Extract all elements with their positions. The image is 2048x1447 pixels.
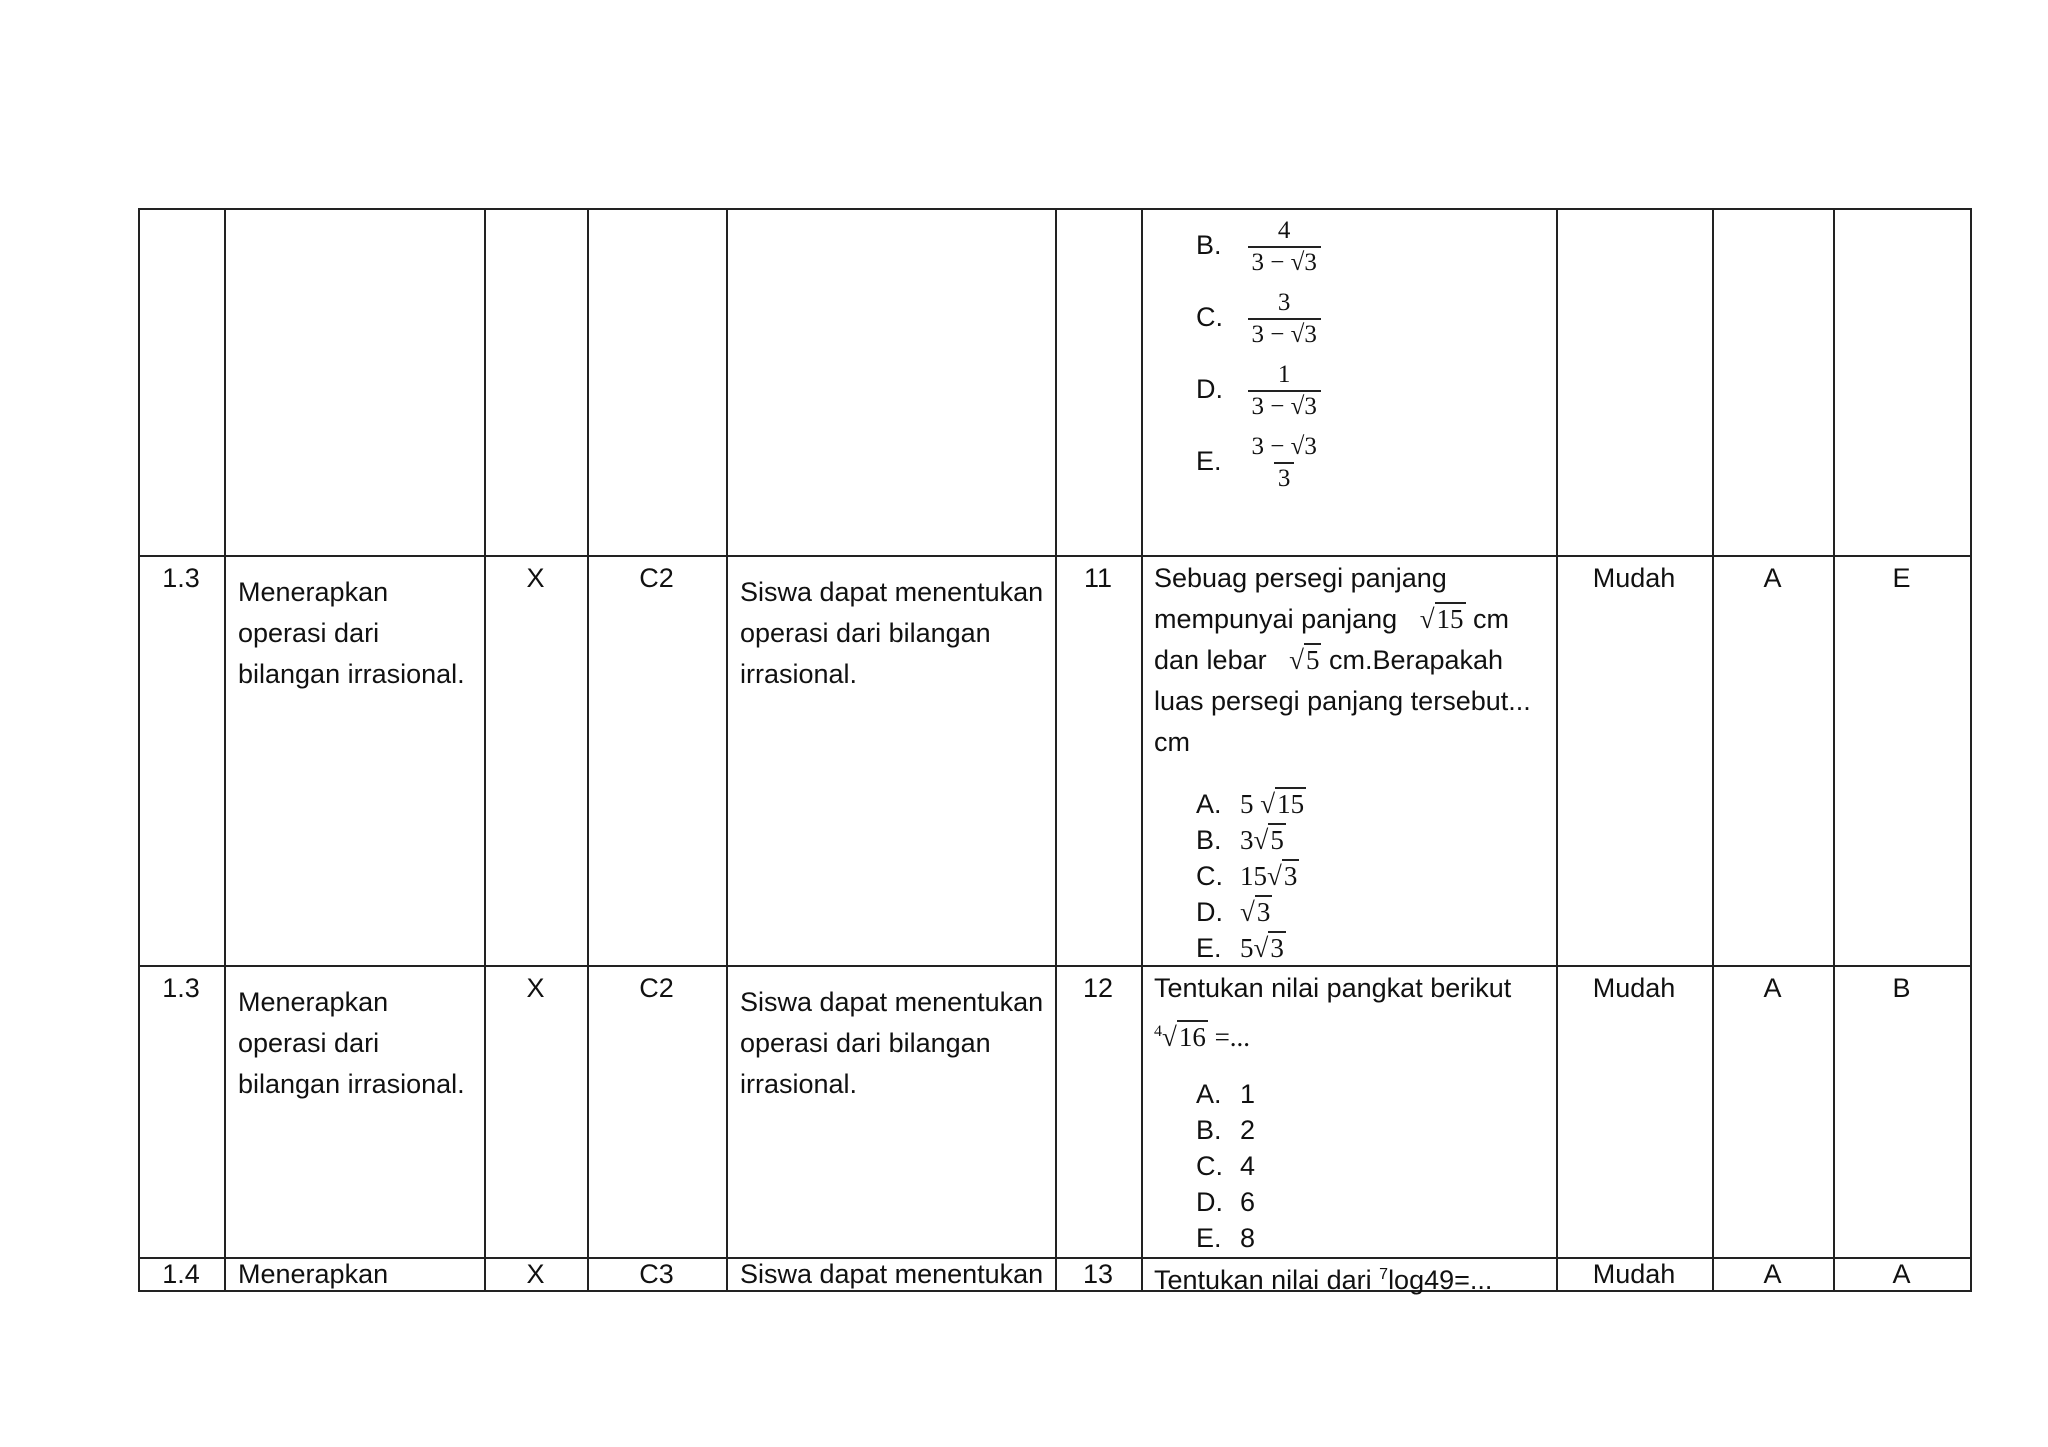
answer-option: D. √3 xyxy=(1196,897,1271,927)
difficulty: Mudah xyxy=(1592,1259,1676,1289)
column-divider xyxy=(138,208,140,1292)
answer-option: E. 5√3 xyxy=(1196,933,1284,963)
cognitive-level: C2 xyxy=(639,973,674,1003)
answer-option: A. 5 √15 xyxy=(1196,789,1305,819)
answer-option: D. $\frac{1}{3 - √3}$ xyxy=(1196,360,1321,422)
indicator-text: Menerapkan operasi dari bilangan irrasional. xyxy=(238,987,465,1099)
column-divider xyxy=(484,208,486,1292)
column-divider xyxy=(1556,208,1558,1292)
fraction: $\frac{1}{3 - √3}$ xyxy=(1248,360,1321,422)
answer-option: C. 4 xyxy=(1196,1151,1256,1181)
question-number: 13 xyxy=(1082,1259,1114,1289)
answer-option: B. 3√5 xyxy=(1196,825,1284,855)
kd-number: 1.3 xyxy=(162,973,200,1003)
table-border xyxy=(1970,208,1972,1292)
question-type: A xyxy=(1763,973,1782,1003)
answer-option: A. 1 xyxy=(1196,1079,1256,1109)
question-number: 12 xyxy=(1082,973,1114,1003)
answer-option: E. $\frac{3 - √3}{3}$ xyxy=(1196,432,1321,494)
column-divider xyxy=(726,208,728,1292)
objective-text: Siswa dapat menentukan xyxy=(740,1259,1044,1289)
kelas: X xyxy=(526,1259,545,1289)
answer-key: B xyxy=(1892,973,1911,1003)
kelas: X xyxy=(526,973,545,1003)
column-divider xyxy=(1712,208,1714,1292)
column-divider xyxy=(1833,208,1835,1292)
question-type: A xyxy=(1763,1259,1782,1289)
kelas: X xyxy=(526,563,545,593)
kd-number: 1.4 xyxy=(162,1259,200,1289)
cognitive-level: C2 xyxy=(639,563,674,593)
question-type: A xyxy=(1763,563,1782,593)
answer-option: B. $\frac{4}{3 - √3}$ xyxy=(1196,216,1321,278)
fraction: $\frac{3 - √3}{3}$ xyxy=(1251,433,1317,492)
answer-option: E. 8 xyxy=(1196,1223,1256,1253)
cognitive-level: C3 xyxy=(639,1259,674,1289)
column-divider xyxy=(224,208,226,1292)
difficulty: Mudah xyxy=(1592,973,1676,1003)
fraction: $\frac{4}{3 - √3}$ xyxy=(1248,216,1321,278)
column-divider xyxy=(1141,208,1143,1292)
difficulty: Mudah xyxy=(1592,563,1676,593)
question-text: Tentukan nilai pangkat berikut $^4$√16 =... xyxy=(1154,973,1512,1052)
question-text: Sebuag persegi panjang mempunyai panjang √15 cm dan lebar √5 cm.Berapakah luas persegi panjang tersebut... cm xyxy=(1154,563,1531,757)
question-number: 11 xyxy=(1083,563,1113,593)
fraction: $\frac{3}{3 - √3}$ xyxy=(1248,288,1321,350)
question-text: Tentukan nilai dari $^7$log49=... xyxy=(1154,1265,1493,1295)
objective-text: Siswa dapat menentukan operasi dari bilangan irrasional. xyxy=(740,577,1044,689)
column-divider xyxy=(1055,208,1057,1292)
question-grid-table xyxy=(138,208,1972,1295)
answer-option: C. 15√3 xyxy=(1196,861,1298,891)
indicator-text: Menerapkan xyxy=(238,1259,389,1289)
objective-text: Siswa dapat menentukan operasi dari bilangan irrasional. xyxy=(740,987,1044,1099)
indicator-text: Menerapkan operasi dari bilangan irrasional. xyxy=(238,577,465,689)
answer-key: A xyxy=(1892,1259,1911,1289)
answer-option: B. 2 xyxy=(1196,1115,1256,1145)
answer-option: D. 6 xyxy=(1196,1187,1256,1217)
answer-option: C. $\frac{3}{3 - √3}$ xyxy=(1196,288,1321,350)
answer-key: E xyxy=(1892,563,1911,593)
column-divider xyxy=(587,208,589,1292)
kd-number: 1.3 xyxy=(162,563,200,593)
